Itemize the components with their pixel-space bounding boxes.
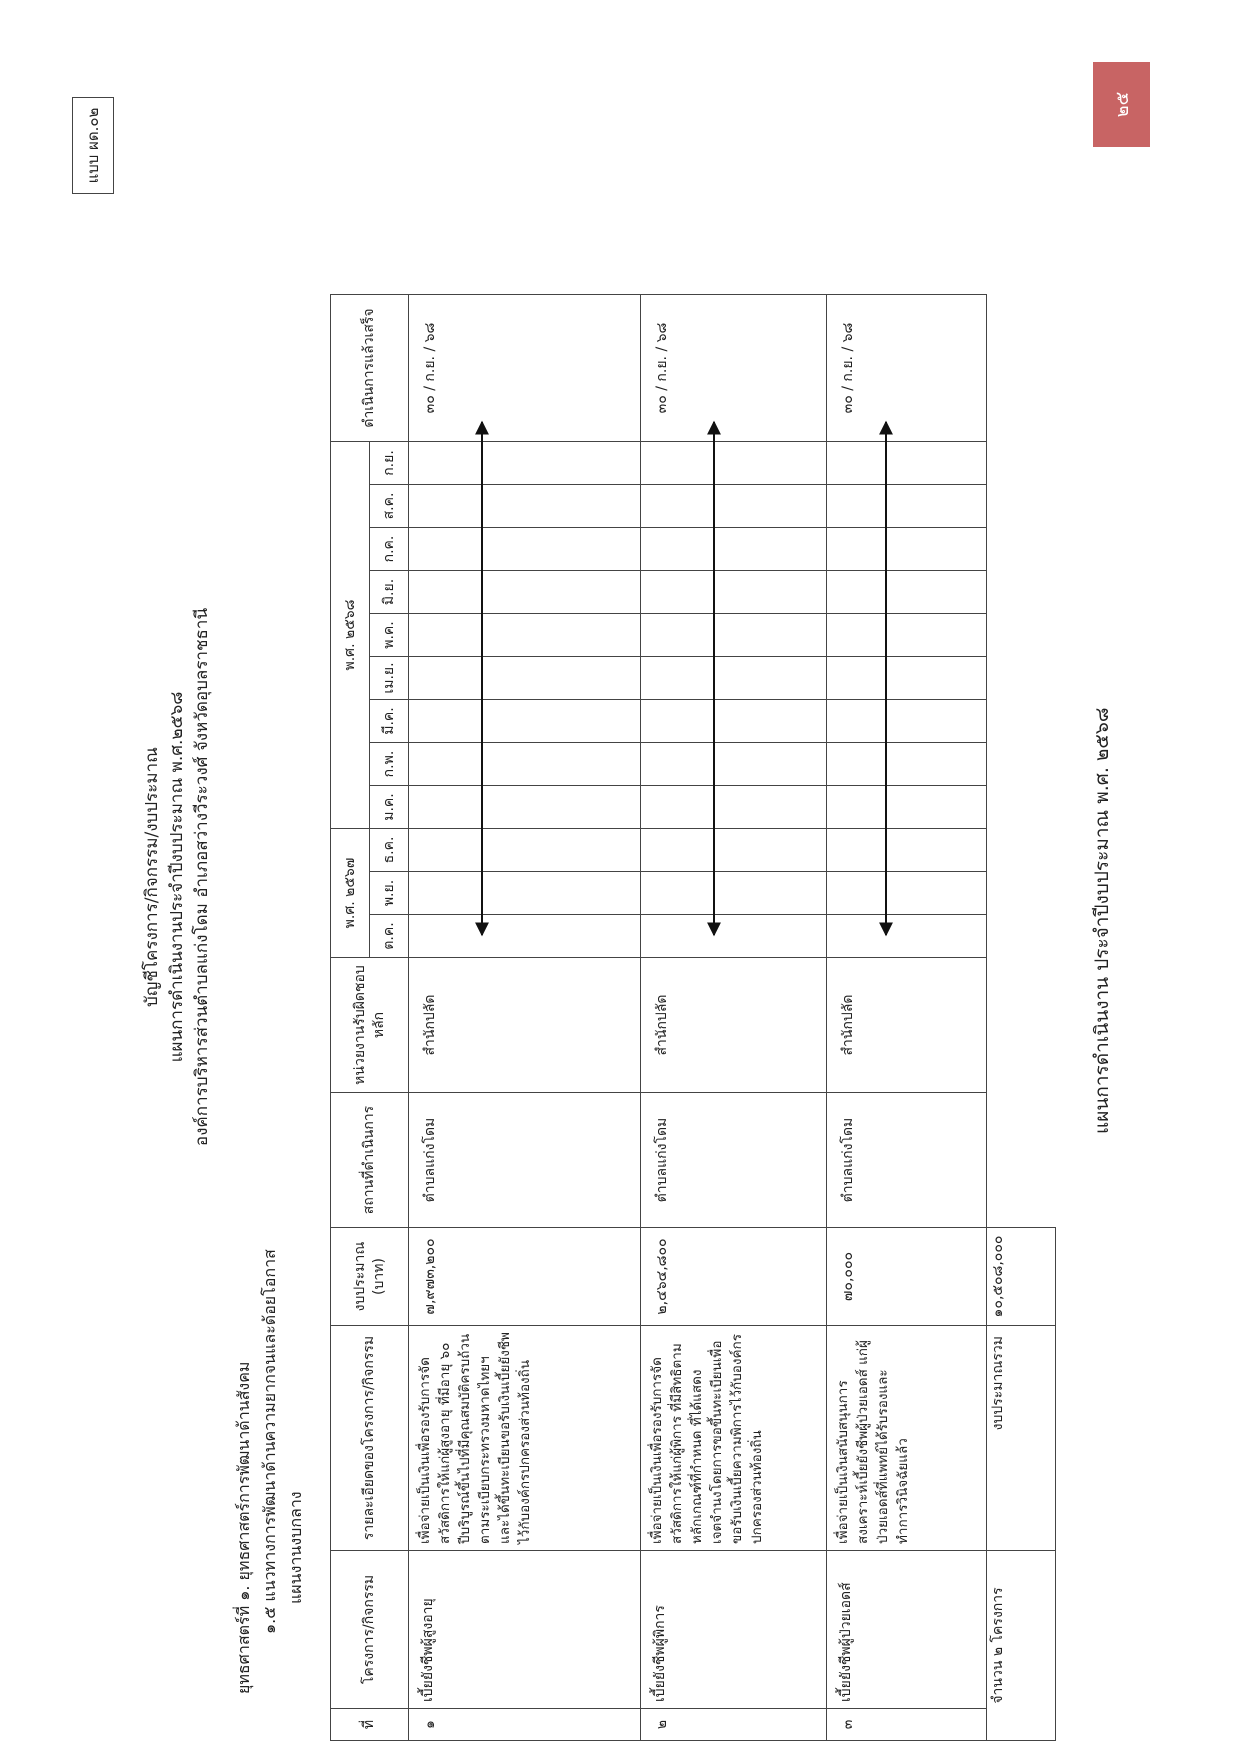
table-row: [641, 295, 827, 1741]
header-unit: หน่วยงานรับผิดชอบหลัก: [331, 958, 409, 1093]
row-no: ๒: [641, 1709, 827, 1741]
row-done: ๓๐ / ก.ย. / ๖๘: [827, 295, 987, 442]
row-project: เบี้ยยังชีพผู้ป่วยเอดส์: [827, 1551, 987, 1709]
row-done: ๓๐ / ก.ย. / ๖๘: [641, 295, 827, 442]
title-line-3: องค์การบริหารส่วนตำบลแก่งโดม อำเภอสว่างวีระวงศ์ จังหวัดอุบลราชธานี: [192, 607, 212, 1147]
month-header: พ.ค.: [370, 614, 409, 657]
header-year-2568: พ.ศ. ๒๕๖๘: [331, 442, 370, 829]
header-project: โครงการ/กิจกรรม: [331, 1551, 409, 1709]
row-detail: เพื่อจ่ายเป็นเงินสนับสนุนการสงเคราะห์เบี้ยยังชีพผู้ป่วยเอดส์ แก่ผู้ป่วยเอดส์ที่แพทย์ได้รับรองและทำการวินิจฉัยแล้ว: [827, 1326, 987, 1551]
row-project: เบี้ยยังชีพผู้พิการ: [641, 1551, 827, 1709]
total-row: [987, 295, 1056, 1741]
table-row: [409, 295, 641, 1741]
total-count: จำนวน ๒ โครงการ: [987, 1551, 1056, 1741]
month-header: มิ.ย.: [370, 571, 409, 614]
table-row: [827, 295, 987, 1741]
header-detail: รายละเอียดของโครงการ/กิจกรรม: [331, 1326, 409, 1551]
row-budget: ๗๐,๐๐๐: [827, 1228, 987, 1326]
row-place: ตำบลแก่งโดม: [827, 1093, 987, 1228]
month-header: ต.ค.: [370, 915, 409, 958]
row-unit: สำนักปลัด: [827, 958, 987, 1093]
month-header: ธ.ค.: [370, 829, 409, 872]
month-header: ส.ค.: [370, 485, 409, 528]
header-year-2567: พ.ศ. ๒๕๖๗: [331, 829, 370, 958]
month-header: ก.พ.: [370, 743, 409, 786]
month-header: พ.ย.: [370, 872, 409, 915]
row-place: ตำบลแก่งโดม: [409, 1093, 641, 1228]
month-header: ก.ค.: [370, 528, 409, 571]
month-header: มี.ค.: [370, 700, 409, 743]
footer-text: แผนการดำเนินงาน ประจำปีงบประมาณ พ.ศ. ๒๕๖๘: [1091, 707, 1113, 1134]
page-number-badge: ๒๕: [1093, 62, 1150, 147]
header-place: สถานที่ดำเนินการ: [331, 1093, 409, 1228]
month-header: เม.ย.: [370, 657, 409, 700]
row-place: ตำบลแก่งโดม: [641, 1093, 827, 1228]
row-unit: สำนักปลัด: [409, 958, 641, 1093]
row-detail: เพื่อจ่ายเป็นเงินเพื่อรองรับการจัดสวัสดิการให้แก่ผู้สูงอายุ ที่มีอายุ ๖๐ ปีบริบูรณ์ขึ้นไปที่มีคุณสมบัติครบถ้วนตามระเบียบกระทรวงมหาดไทยฯ และได้ขึ้นทะเบียนขอรับเงินเบี้ยยังชีพไว้กับองค์กรปกครองส่วนท้องถิ่น: [409, 1326, 641, 1551]
header-no: ที่: [331, 1709, 409, 1741]
header-done: ดำเนินการแล้วเสร็จ: [331, 295, 409, 442]
header-budget: งบประมาณ (บาท): [331, 1228, 409, 1326]
row-done: ๓๐ / ก.ย. / ๖๘: [409, 295, 641, 442]
total-label: งบประมาณรวม: [987, 1326, 1056, 1551]
row-budget: ๗,๙๗๓,๒๐๐: [409, 1228, 641, 1326]
project-table: [330, 294, 1056, 1741]
title-line-1: บัญชีโครงการ/กิจกรรม/งบประมาณ: [142, 747, 162, 1007]
row-project: เบี้ยยังชีพผู้สูงอายุ: [409, 1551, 641, 1709]
form-code-box: แบบ ผด.๐๒: [72, 97, 114, 194]
row-budget: ๒,๔๖๔,๘๐๐: [641, 1228, 827, 1326]
row-unit: สำนักปลัด: [641, 958, 827, 1093]
plan-heading: แผนงานงบกลาง: [286, 1491, 305, 1604]
guideline-heading: ๑.๕ แนวทางการพัฒนาด้านความยากจนและด้อยโอกาส: [260, 1249, 279, 1634]
title-line-2: แผนการดำเนินงานประจำปีงบประมาณ พ.ศ.๒๕๖๘: [167, 691, 187, 1063]
row-no: ๓: [827, 1709, 987, 1741]
strategy-heading: ยุทธศาสตร์ที่ ๑. ยุทธศาสตร์การพัฒนาด้านสังคม: [234, 1361, 253, 1694]
row-detail: เพื่อจ่ายเป็นเงินเพื่อรองรับการจัดสวัสดิการให้แก่ผู้พิการ ที่มีสิทธิตามหลักเกณฑ์ที่กำหนด ที่ได้แสดงเจตจำนงโดยการขอขึ้นทะเบียนเพื่อขอรับเงินเบี้ยความพิการไว้กับองค์กรปกครองส่วนท้องถิ่น: [641, 1326, 827, 1551]
total-budget: ๑๐,๕๐๘,๐๐๐: [987, 1228, 1056, 1326]
row-no: ๑: [409, 1709, 641, 1741]
month-header: ก.ย.: [370, 442, 409, 485]
month-header: ม.ค.: [370, 786, 409, 829]
